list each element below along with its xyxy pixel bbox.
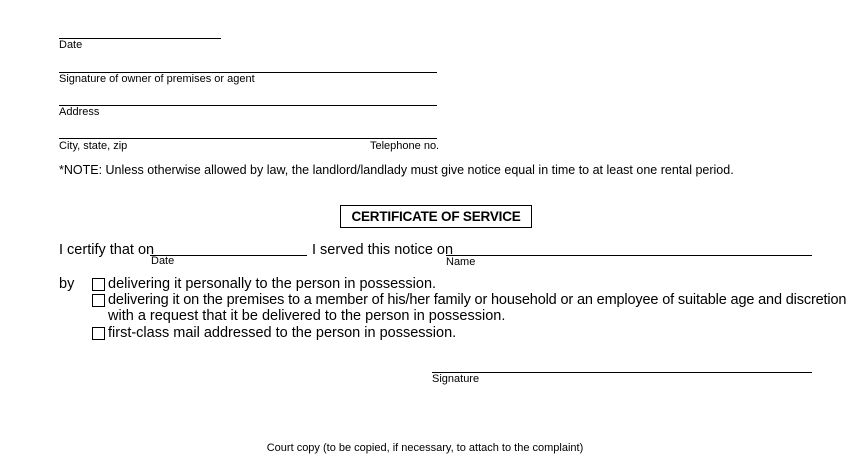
personal-delivery-checkbox[interactable]	[92, 278, 105, 291]
court-copy-footer: Court copy (to be copied, if necessary, to attach to the complaint)	[266, 442, 584, 454]
city-state-zip-line[interactable]	[59, 138, 437, 139]
personal-delivery-label: delivering it personally to the person in possession.	[108, 276, 437, 292]
date-line[interactable]	[59, 38, 221, 39]
address-label: Address	[59, 106, 100, 118]
served-name-label: Name	[446, 256, 476, 268]
city-state-zip-label: City, state, zip	[59, 140, 128, 152]
certificate-title: CERTIFICATE OF SERVICE	[340, 205, 532, 228]
by-label: by	[59, 276, 75, 292]
server-signature-label: Signature	[432, 373, 480, 385]
premises-delivery-continuation: with a request that it be delivered to the person in possession.	[108, 308, 506, 324]
telephone-label: Telephone no.	[370, 140, 440, 152]
rental-notice-note: *NOTE: Unless otherwise allowed by law, the landlord/landlady must give notice equal in time to at least one rental period.	[59, 163, 734, 177]
certify-prefix: I certify that on	[59, 242, 155, 258]
premises-delivery-checkbox[interactable]	[92, 294, 105, 307]
date-label: Date	[59, 39, 83, 51]
served-text: I served this notice on	[312, 242, 454, 258]
mail-delivery-checkbox[interactable]	[92, 327, 105, 340]
served-name-line[interactable]	[446, 255, 812, 256]
server-signature-line[interactable]	[432, 372, 812, 373]
mail-delivery-label: first-class mail addressed to the person in possession.	[108, 325, 457, 341]
premises-delivery-label: delivering it on the premises to a member of his/her family or household or an employee of suitable age and discretion	[108, 292, 847, 308]
address-line[interactable]	[59, 105, 437, 106]
service-date-label: Date	[151, 255, 175, 267]
owner-signature-label: Signature of owner of premises or agent	[59, 73, 255, 85]
